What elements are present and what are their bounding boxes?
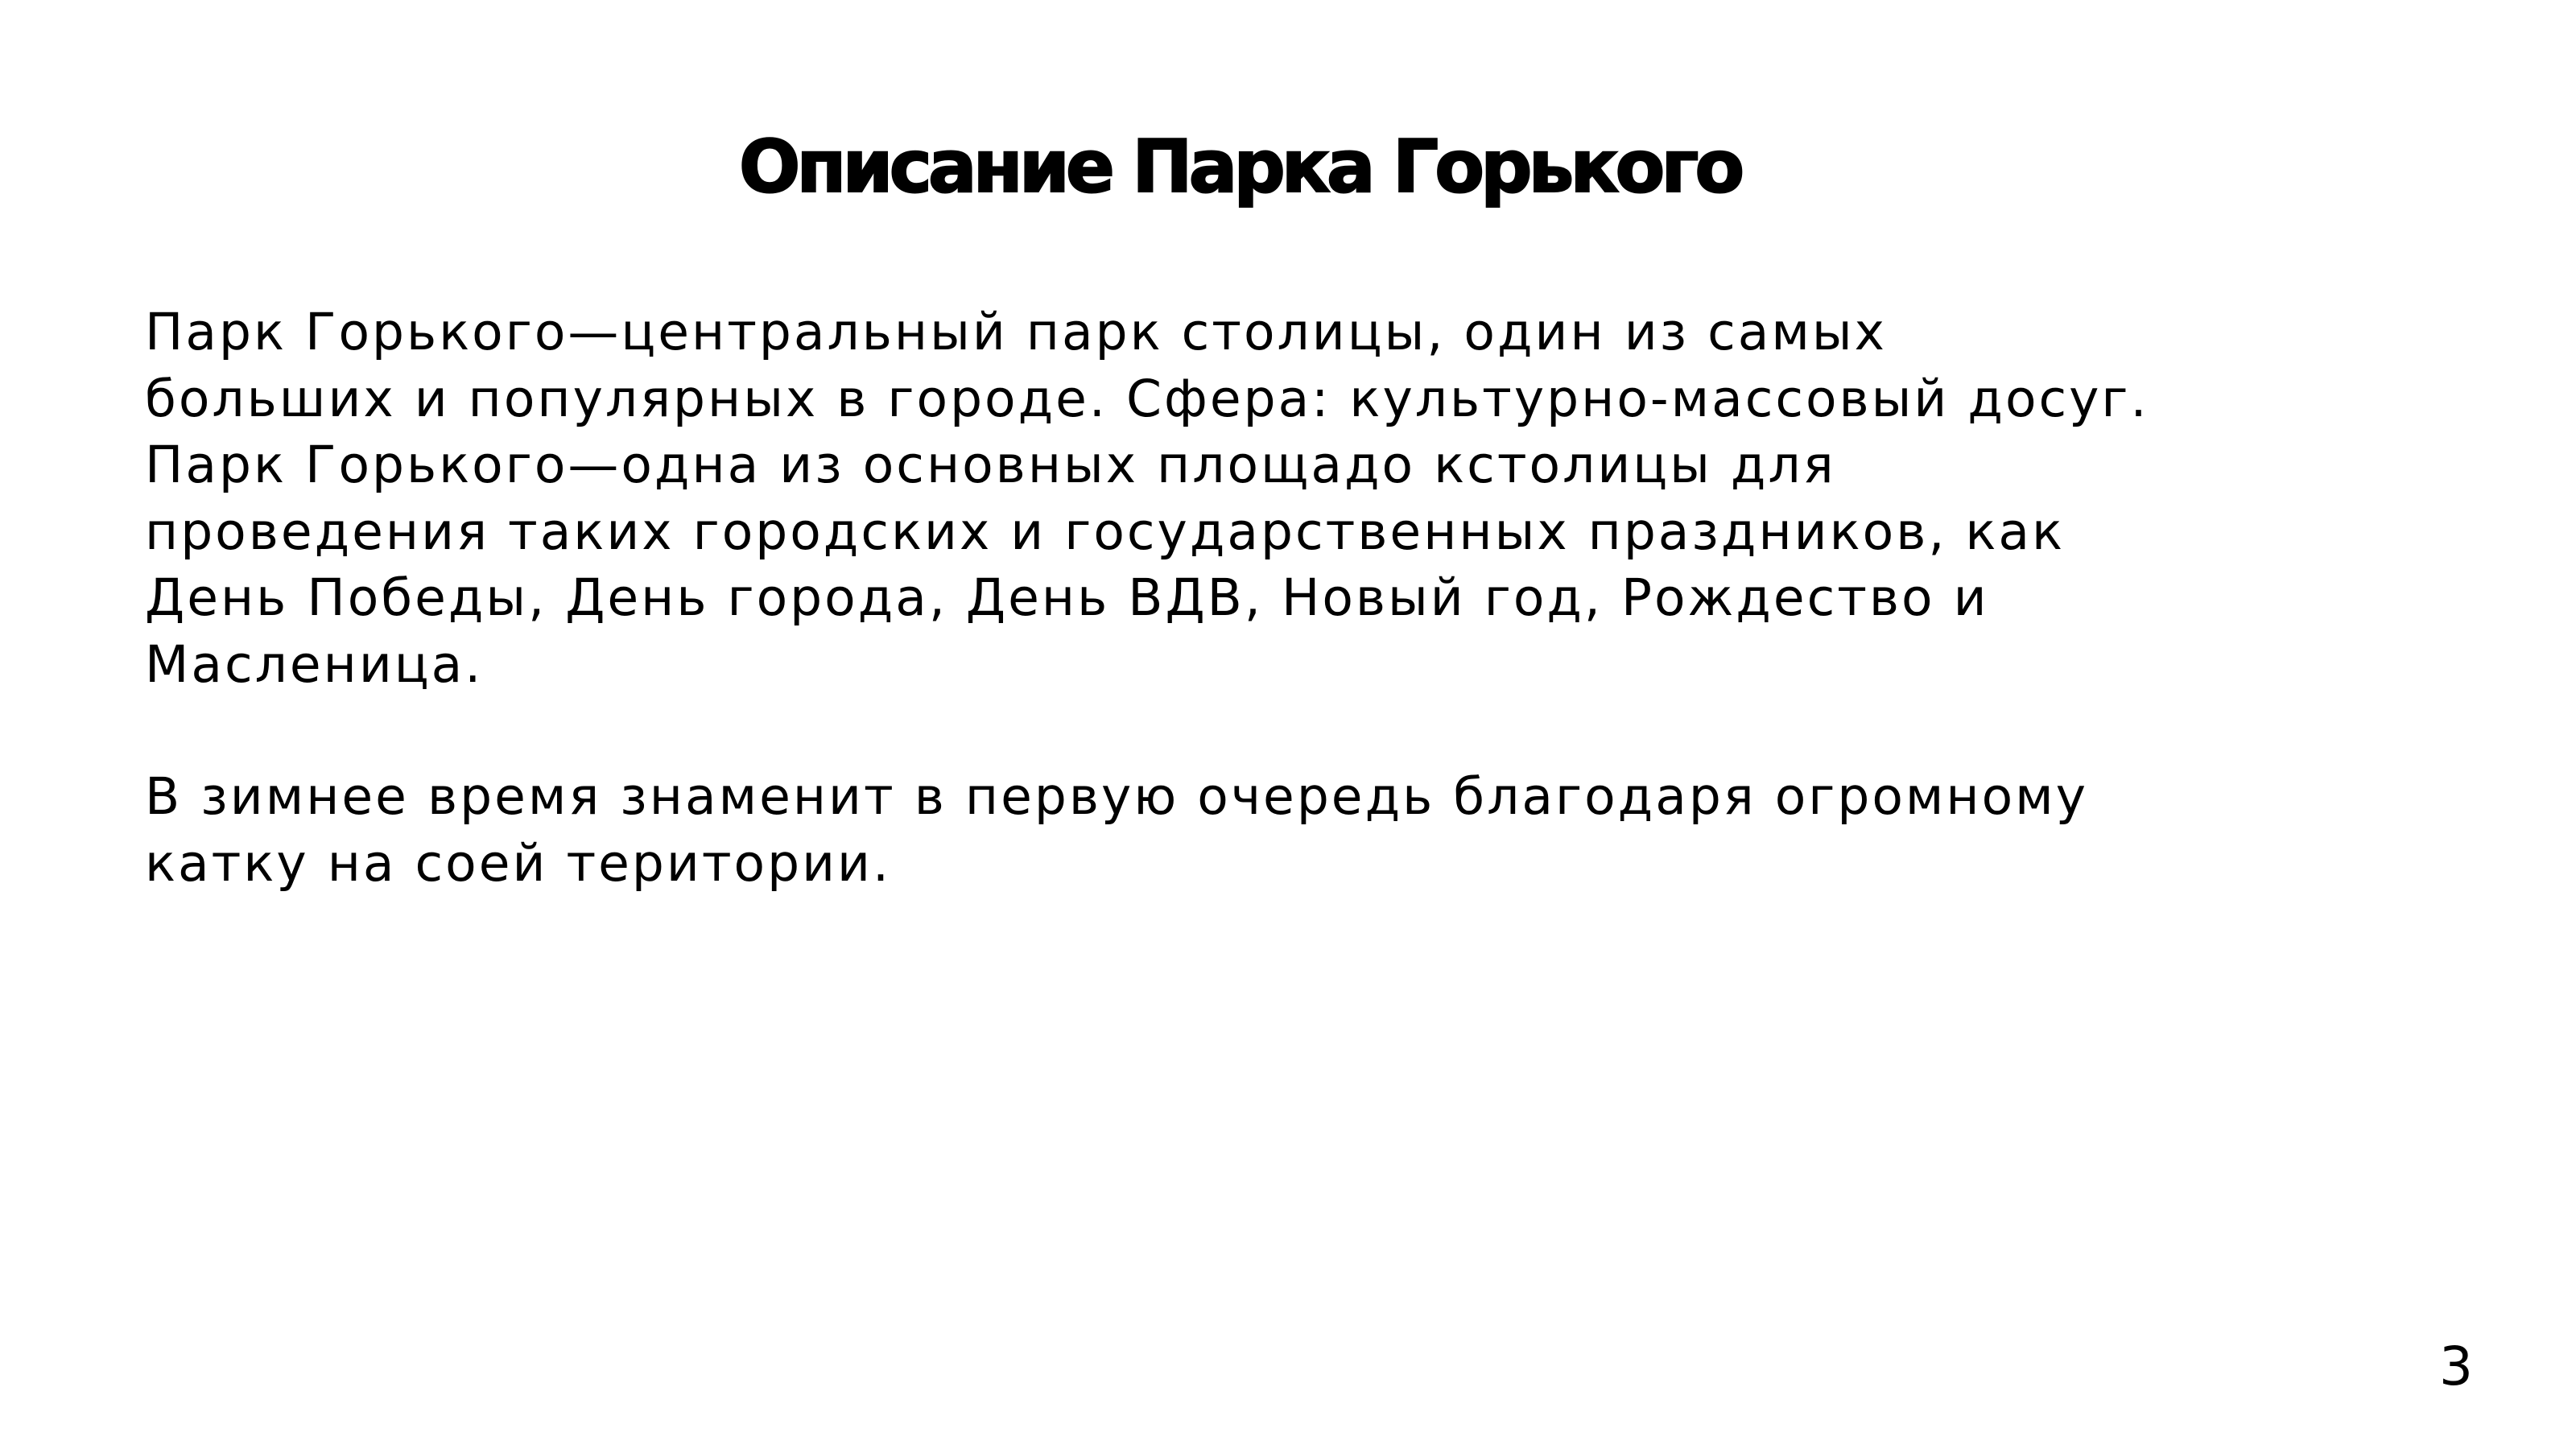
text-line: проведения таких городских и государственных праздников, как bbox=[145, 502, 2066, 561]
page-number: 3 bbox=[2439, 1335, 2473, 1397]
text-line: В зимнее время знаменит в первую очередь благодаря огромному bbox=[145, 767, 2088, 826]
paragraph-description bbox=[145, 299, 2560, 698]
slide-body bbox=[145, 299, 2560, 897]
text-line: Парк Горького—центральный парк столицы, один из самых bbox=[145, 303, 1887, 361]
text-line: Парк Горького—одна из основных площадо кстолицы для bbox=[145, 436, 1836, 494]
paragraph-winter bbox=[145, 764, 2560, 897]
text-line: катку на соей територии. bbox=[145, 833, 891, 893]
text-line: Масленица. bbox=[145, 634, 484, 694]
slide-title: Описание Парка Горького bbox=[738, 125, 1741, 209]
text-line: День Победы, День города, День ВДВ, Новый год, Рождество и bbox=[145, 568, 1989, 627]
text-line: больших и популярных в городе. Сфера: культурно-массовый досуг. bbox=[145, 369, 2149, 428]
